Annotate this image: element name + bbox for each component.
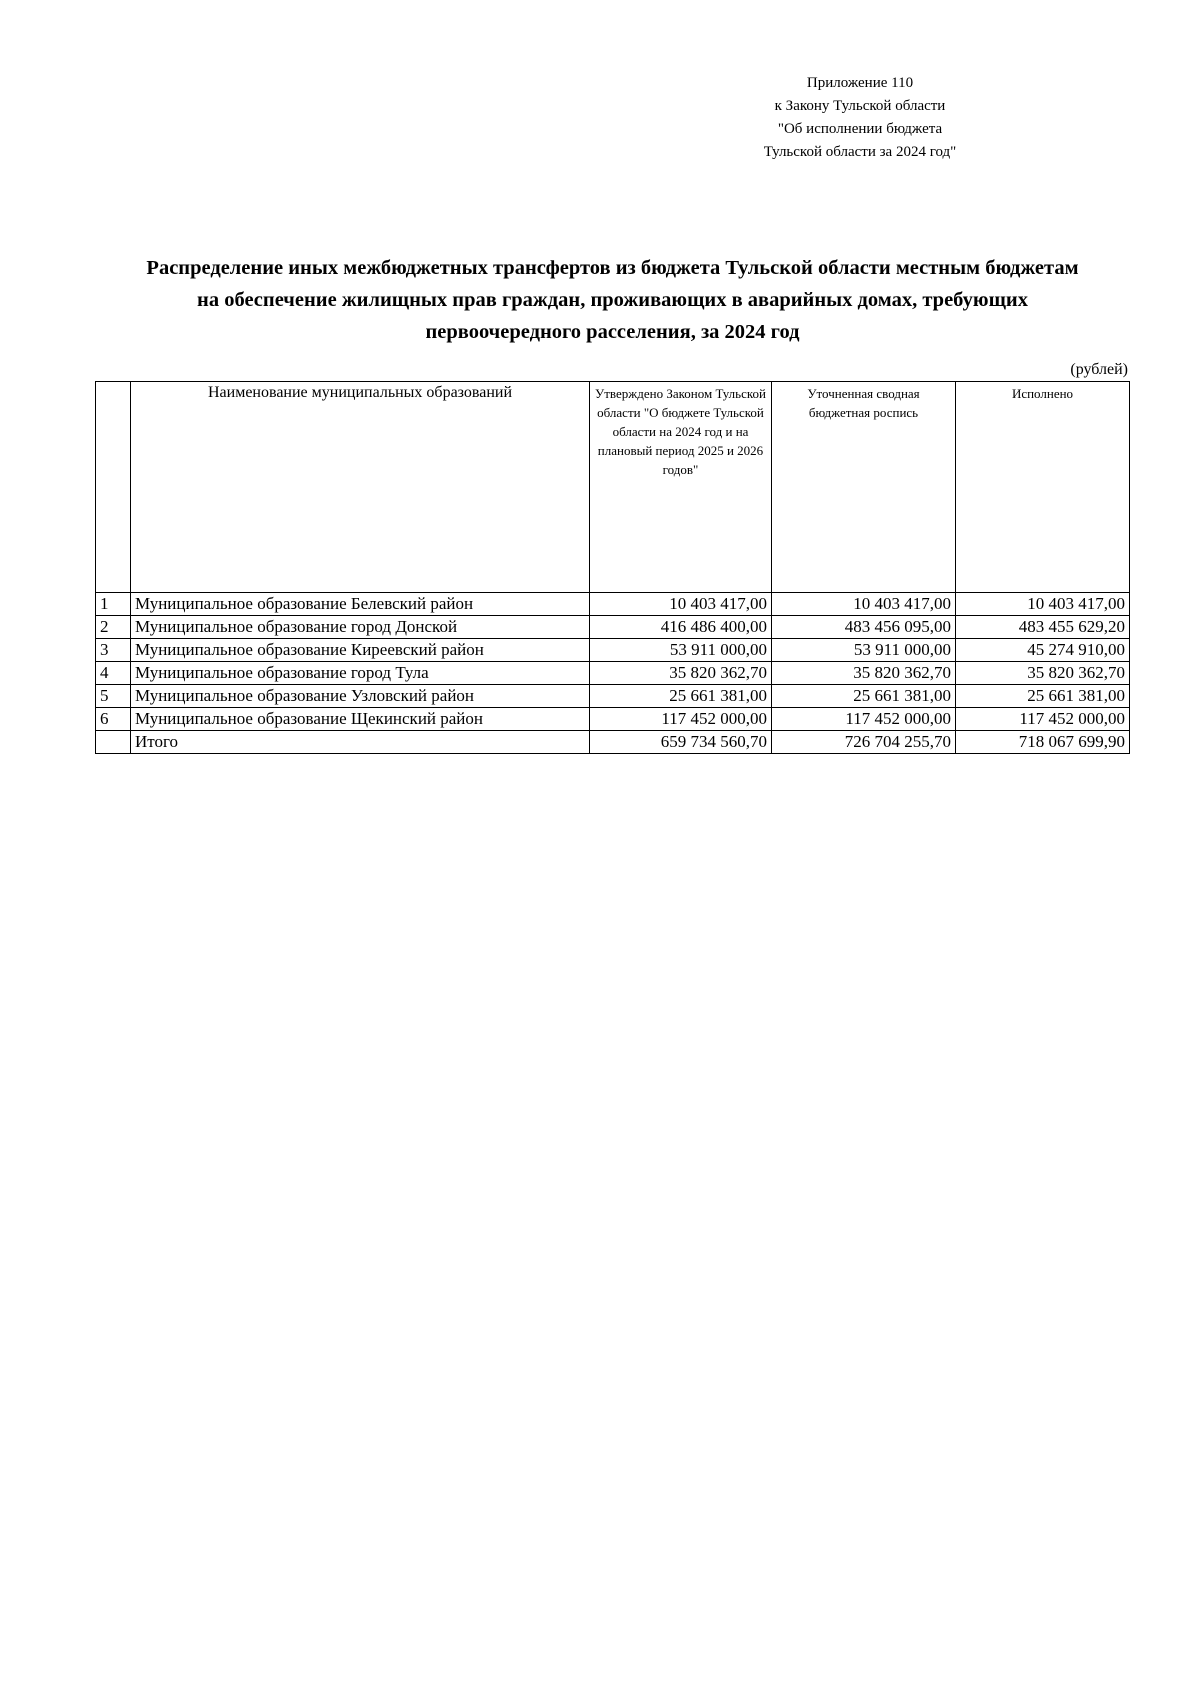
row-name: Муниципальное образование город Донской [131,616,590,639]
appendix-line-1: Приложение 110 [806,75,914,91]
row-executed: 25 661 381,00 [956,685,1130,708]
header-name: Наименование муниципальных образований [131,382,590,593]
row-executed: 45 274 910,00 [956,639,1130,662]
row-index: 3 [96,639,131,662]
row-index: 5 [96,685,131,708]
total-name: Итого [131,731,590,754]
row-revised: 53 911 000,00 [772,639,956,662]
row-executed: 117 452 000,00 [956,708,1130,731]
row-executed: 483 455 629,20 [956,616,1130,639]
title-line-1: Распределение иных межбюджетных трансфертов из бюджета Тульской области местным бюджетам [146,257,1079,279]
total-executed: 718 067 699,90 [956,731,1130,754]
row-index: 1 [96,593,131,616]
row-revised: 483 456 095,00 [772,616,956,639]
table-row [96,593,1130,616]
row-index: 6 [96,708,131,731]
table-row [96,685,1130,708]
row-approved: 416 486 400,00 [590,616,772,639]
row-revised: 25 661 381,00 [772,685,956,708]
header-approved: Утверждено Законом Тульской области "О бюджете Тульской области на 2024 год и на плановый период 2025 и 2026 годов" [590,382,772,593]
row-name: Муниципальное образование Киреевский район [131,639,590,662]
title-line-2: на обеспечение жилищных прав граждан, проживающих в аварийных домах, требующих [197,289,1028,311]
row-approved: 117 452 000,00 [590,708,772,731]
row-revised: 117 452 000,00 [772,708,956,731]
unit-label: (рублей) [1070,361,1128,378]
document-title [90,252,1135,348]
row-approved: 35 820 362,70 [590,662,772,685]
header-executed: Исполнено [956,382,1130,593]
header-revised: Уточненная сводная бюджетная роспись [772,382,956,593]
total-approved: 659 734 560,70 [590,731,772,754]
appendix-reference [700,72,1020,164]
table-row [96,639,1130,662]
table-header-row [96,382,1130,593]
row-name: Муниципальное образование Щекинский район [131,708,590,731]
total-index [96,731,131,754]
row-name: Муниципальное образование Белевский район [131,593,590,616]
row-executed: 35 820 362,70 [956,662,1130,685]
row-index: 2 [96,616,131,639]
row-revised: 10 403 417,00 [772,593,956,616]
table-row [96,616,1130,639]
appendix-line-3: "Об исполнении бюджета [777,121,943,137]
row-executed: 10 403 417,00 [956,593,1130,616]
row-approved: 25 661 381,00 [590,685,772,708]
table-row [96,662,1130,685]
row-name: Муниципальное образование город Тула [131,662,590,685]
row-revised: 35 820 362,70 [772,662,956,685]
header-index [96,382,131,593]
table-total-row [96,731,1130,754]
title-line-3: первоочередного расселения, за 2024 год [425,321,800,343]
appendix-line-4: Тульской области за 2024 год" [763,144,957,160]
table-row [96,708,1130,731]
row-index: 4 [96,662,131,685]
row-approved: 10 403 417,00 [590,593,772,616]
row-name: Муниципальное образование Узловский район [131,685,590,708]
transfers-table [95,381,1130,754]
total-revised: 726 704 255,70 [772,731,956,754]
row-approved: 53 911 000,00 [590,639,772,662]
appendix-line-2: к Закону Тульской области [774,98,946,114]
